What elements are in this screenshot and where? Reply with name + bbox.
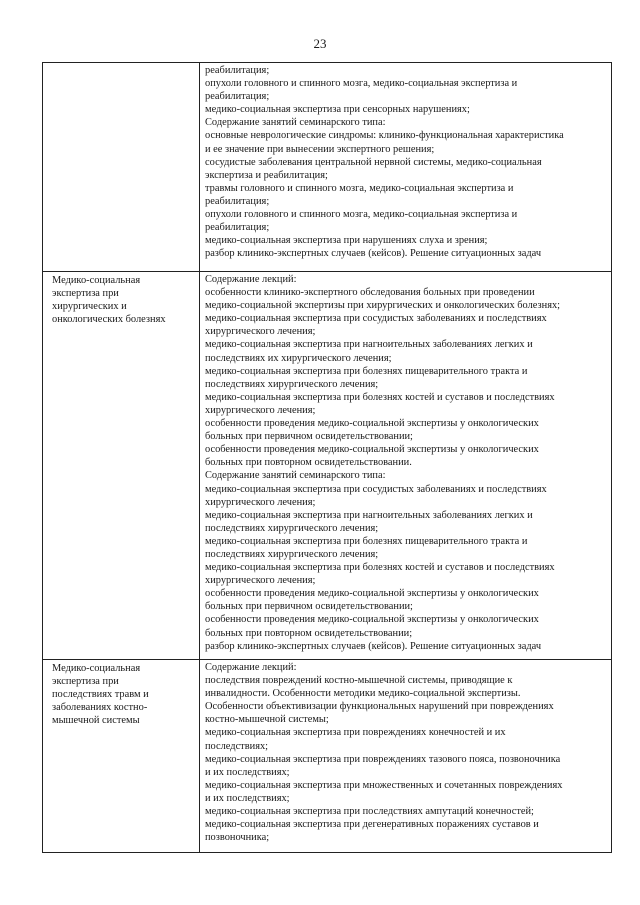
content-line: опухоли головного и спинного мозга, медико-социальная экспертиза и xyxy=(205,209,518,221)
content-line: медико-социальная экспертиза при нагноительных заболеваниях легких и xyxy=(205,339,533,351)
content-line: хирургического лечения; xyxy=(205,575,316,587)
topic-line: мышечной системы xyxy=(52,715,140,727)
content-line: медико-социальная экспертиза при повреждениях конечностей и их xyxy=(205,727,506,739)
content-line: реабилитация; xyxy=(205,195,270,207)
content-line: особенности проведения медико-социальной экспертизы у онкологических xyxy=(205,588,539,600)
content-line: Содержание лекций: xyxy=(205,274,297,285)
content-line: Содержание занятий семинарского типа: xyxy=(205,470,386,482)
table-row xyxy=(43,63,612,272)
content-line: экспертиза и реабилитация; xyxy=(205,169,328,181)
content-line: медико-социальная экспертиза при множественных и сочетанных повреждениях xyxy=(205,779,563,791)
curriculum-table xyxy=(42,62,612,853)
content-line: последствиях хирургического лечения; xyxy=(205,548,379,560)
content-line: больных при первичном освидетельствовании; xyxy=(205,431,413,443)
content-line: Особенности объективизации функциональных нарушений при повреждениях xyxy=(205,701,554,713)
content-line: последствиях их хирургического лечения; xyxy=(205,352,392,364)
content-line: хирургического лечения; xyxy=(205,326,316,338)
topic-line: экспертиза при xyxy=(52,288,119,300)
content-line: инвалидности. Особенности методики медико-социальной экспертизы. xyxy=(205,688,521,700)
page-number: 23 xyxy=(313,36,327,51)
content-line: последствиях; xyxy=(205,740,269,752)
content-line: медико-социальная экспертиза при сосудистых заболеваниях и последствиях xyxy=(205,483,547,495)
topic-line: последствиях травм и xyxy=(52,689,149,701)
topic-line: Медико-социальная xyxy=(52,275,141,286)
content-cell xyxy=(200,660,612,853)
table-row xyxy=(43,272,612,660)
content-line: особенности проведения медико-социальной экспертизы у онкологических xyxy=(205,614,539,626)
content-line: травмы головного и спинного мозга, медико-социальная экспертиза и xyxy=(205,182,514,194)
content-line: Содержание занятий семинарского типа: xyxy=(205,117,386,129)
content-line: медико-социальная экспертиза при последствиях ампутаций конечностей; xyxy=(205,806,534,818)
topic-line: заболеваниях костно- xyxy=(52,702,148,714)
content-line: больных при первичном освидетельствовании; xyxy=(205,601,413,613)
content-line: разбор клинико-экспертных случаев (кейсов). Решение ситуационных задач xyxy=(205,640,542,652)
topic-cell xyxy=(43,63,200,272)
content-line: опухоли головного и спинного мозга, медико-социальная экспертиза и xyxy=(205,78,518,90)
content-line: медико-социальная экспертиза при сосудистых заболеваниях и последствиях xyxy=(205,313,547,325)
content-line: больных при повторном освидетельствовании; xyxy=(205,627,413,639)
content-line: медико-социальная экспертиза при повреждениях тазового пояса, позвоночника xyxy=(205,753,561,765)
content-line: основные неврологические синдромы: клинико-функциональная характеристика xyxy=(205,130,564,142)
content-line: медико-социальная экспертиза при дегенеративных поражениях суставов и xyxy=(205,819,539,831)
content-line: реабилитация; xyxy=(205,91,270,103)
topic-line: хирургических и xyxy=(52,301,127,313)
content-line: медико-социальной экспертизы при хирургических и онкологических болезнях; xyxy=(205,300,561,312)
topic-cell xyxy=(43,660,200,853)
table-row xyxy=(43,660,612,853)
topic-line: экспертиза при xyxy=(52,676,119,688)
content-line: особенности проведения медико-социальной экспертизы у онкологических xyxy=(205,418,539,430)
content-line: и их последствиях; xyxy=(205,766,290,778)
content-cell xyxy=(200,272,612,660)
content-cell xyxy=(200,63,612,272)
content-line: позвоночника; xyxy=(205,832,270,844)
content-line: медико-социальная экспертиза при болезнях пищеварительного тракта и xyxy=(205,365,528,377)
content-line: медико-социальная экспертиза при болезнях костей и суставов и последствиях xyxy=(205,562,555,574)
content-line: медико-социальная экспертиза при нарушениях слуха и зрения; xyxy=(205,235,488,247)
content-line: Содержание лекций: xyxy=(205,662,297,673)
topic-title xyxy=(48,661,195,727)
content-line: медико-социальная экспертиза при болезнях костей и суставов и последствиях xyxy=(205,391,555,403)
content-line: медико-социальная экспертиза при сенсорных нарушениях; xyxy=(205,104,470,116)
content-line: разбор клинико-экспертных случаев (кейсов). Решение ситуационных задач xyxy=(205,248,542,260)
content-line: и ее значение при вынесении экспертного решения; xyxy=(205,143,435,155)
content-line: хирургического лечения; xyxy=(205,404,316,416)
content-line: и их последствиях; xyxy=(205,792,290,804)
content-line: больных при повторном освидетельствовании. xyxy=(205,457,412,469)
topic-cell xyxy=(43,272,200,660)
content-line: последствиях хирургического лечения; xyxy=(205,378,379,390)
content-line: медико-социальная экспертиза при болезнях пищеварительного тракта и xyxy=(205,535,528,547)
content-line: сосудистые заболевания центральной нервной системы, медико-социальная xyxy=(205,156,542,168)
content-line: реабилитация; xyxy=(205,65,270,76)
topic-line: Медико-социальная xyxy=(52,663,141,674)
topic-line: онкологических болезнях xyxy=(52,314,166,326)
content-line: особенности проведения медико-социальной экспертизы у онкологических xyxy=(205,444,539,456)
content-line: медико-социальная экспертиза при нагноительных заболеваниях легких и xyxy=(205,509,533,521)
content-line: последствиях хирургического лечения; xyxy=(205,522,379,534)
topic-title xyxy=(48,273,195,326)
content-line: костно-мышечной системы; xyxy=(205,714,329,726)
content-line: хирургического лечения; xyxy=(205,496,316,508)
content-line: особенности клинико-экспертного обследования больных при проведении xyxy=(205,287,535,299)
content-line: последствия повреждений костно-мышечной системы, приводящие к xyxy=(205,675,513,687)
content-line: реабилитация; xyxy=(205,222,270,234)
